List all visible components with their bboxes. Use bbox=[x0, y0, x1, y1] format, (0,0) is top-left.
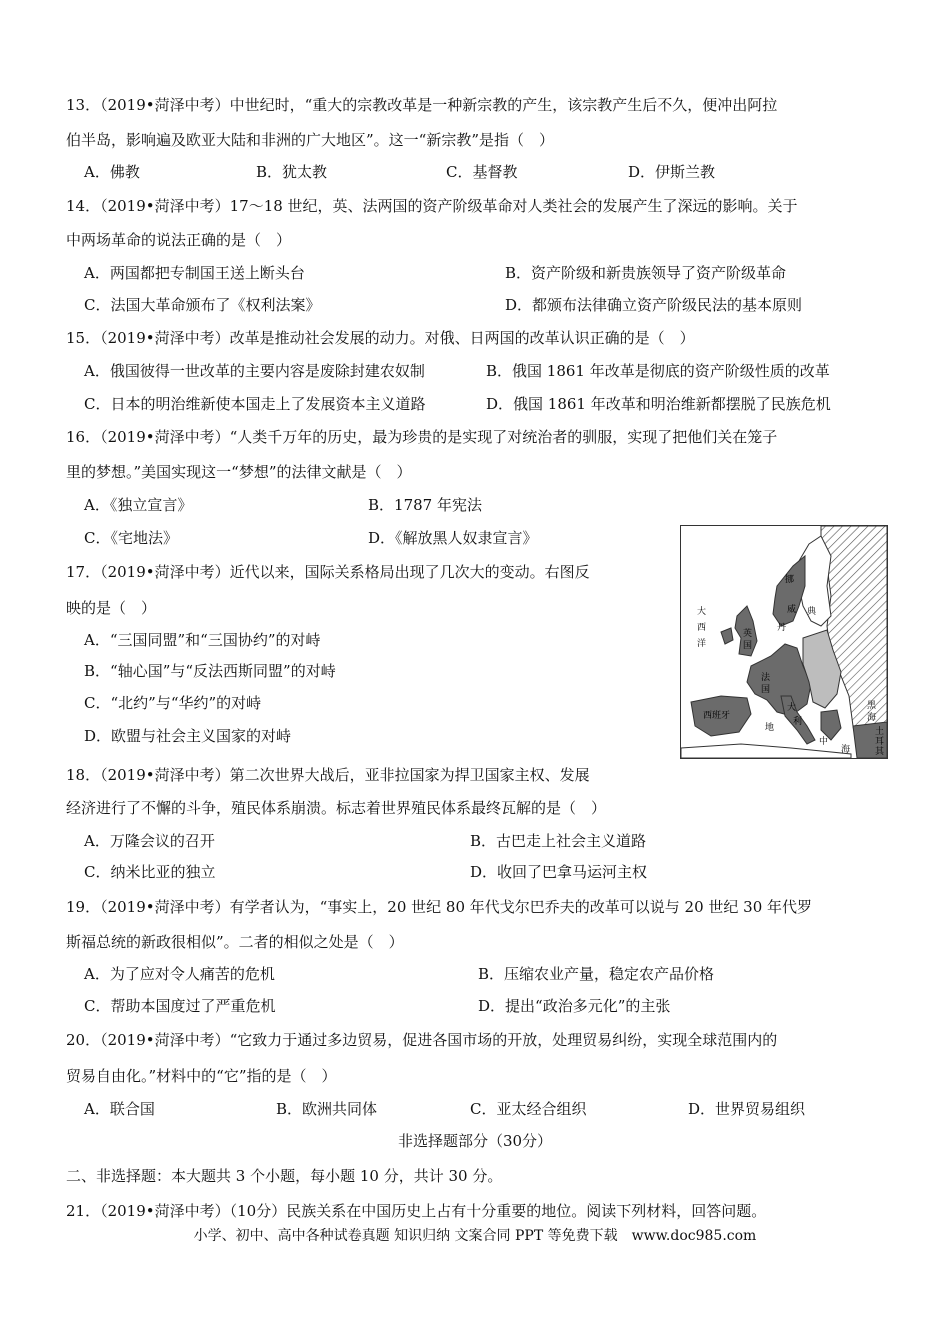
q16-line-1: 16．（2019•菏泽中考）“人类千万年的历史，最为珍贵的是实现了对统治者的驯服，实现了把他们关在笼子 bbox=[66, 428, 778, 446]
q14-option-d: D．都颁布法律确立资产阶级民法的基本原则 bbox=[505, 296, 803, 314]
map-label-atlantic-3: 洋 bbox=[697, 639, 707, 649]
map-label-mediterranean-1: 地 bbox=[765, 723, 775, 733]
q17-option-c: C．“北约”与“华约”的对峙 bbox=[84, 694, 262, 712]
q19-option-a: A．为了应对令人痛苦的危机 bbox=[84, 965, 275, 983]
map-label-denmark: 丹 bbox=[777, 623, 787, 633]
map-label-sweden: 典 bbox=[807, 607, 817, 617]
q20-option-c: C．亚太经合组织 bbox=[470, 1100, 587, 1118]
q15-line-1: 15．（2019•菏泽中考）改革是推动社会发展的动力。对俄、日两国的改革认识正确的是（ ） bbox=[66, 329, 695, 347]
q13-line-2: 伯半岛，影响遍及欧亚大陆和非洲的广大地区”。这一“新宗教”是指（ ） bbox=[66, 131, 555, 149]
q13-option-b: B．犹太教 bbox=[256, 163, 328, 181]
page-footer: 小学、初中、高中各种试卷真题 知识归纳 文案合同 PPT 等免费下载 www.doc985.com bbox=[193, 1228, 757, 1244]
q17-line-2: 映的是（ ） bbox=[66, 599, 157, 617]
q18-option-b: B．古巴走上社会主义道路 bbox=[470, 832, 647, 850]
q15-option-a: A．俄国彼得一世改革的主要内容是废除封建农奴制 bbox=[84, 362, 425, 380]
q19-line-1: 19．（2019•菏泽中考）有学者认为，“事实上，20 世纪 80 年代戈尔巴乔夫的改革可以说与 20 世纪 30 年代罗 bbox=[66, 898, 813, 916]
q20-option-a: A．联合国 bbox=[84, 1100, 155, 1118]
map-label-blacksea-1: 黑 bbox=[867, 701, 877, 711]
q13-option-d: D．伊斯兰教 bbox=[628, 163, 716, 181]
map-label-britain-2: 国 bbox=[743, 641, 753, 651]
map-label-britain-1: 英 bbox=[743, 629, 753, 639]
q19-option-b: B．压缩农业产量，稳定农产品价格 bbox=[478, 965, 715, 983]
norway-region bbox=[773, 556, 805, 626]
ireland-region bbox=[721, 628, 733, 644]
map-label-atlantic-2: 西 bbox=[697, 623, 707, 633]
q18-line-1: 18．（2019•菏泽中考）第二次世界大战后，亚非拉国家为捍卫国家主权、发展 bbox=[66, 766, 590, 784]
map-label-turkey-2: 耳 bbox=[875, 737, 885, 747]
q19-option-c: C．帮助本国度过了严重危机 bbox=[84, 997, 276, 1015]
map-label-turkey-1: 土 bbox=[875, 727, 885, 737]
q20-option-d: D．世界贸易组织 bbox=[688, 1100, 806, 1118]
q20-option-b: B．欧洲共同体 bbox=[276, 1100, 378, 1118]
q15-option-b: B．俄国 1861 年改革是彻底的资产阶级性质的改革 bbox=[486, 362, 830, 380]
q16-option-a: A．《独立宣言》 bbox=[84, 496, 193, 514]
q18-line-2: 经济进行了不懈的斗争，殖民体系崩溃。标志着世界殖民体系最终瓦解的是（ ） bbox=[66, 799, 607, 817]
q16-line-2: 里的梦想。”美国实现这一“梦想”的法律文献是（ ） bbox=[66, 463, 412, 481]
q18-option-d: D．收回了巴拿马运河主权 bbox=[470, 863, 648, 881]
map-label-turkey-3: 其 bbox=[875, 747, 885, 757]
q13-option-c: C．基督教 bbox=[446, 163, 518, 181]
map-label-norway-2: 威 bbox=[787, 605, 797, 615]
section-intro: 二、非选择题：本大题共 3 个小题，每小题 10 分，共计 30 分。 bbox=[66, 1167, 503, 1185]
western-europe-region bbox=[747, 644, 811, 716]
q17-line-1: 17．（2019•菏泽中考）近代以来，国际关系格局出现了几次大的变动。右图反 bbox=[66, 563, 590, 581]
q17-option-a: A．“三国同盟”和“三国协约”的对峙 bbox=[84, 631, 321, 649]
q19-option-d: D．提出“政治多元化”的主张 bbox=[478, 997, 671, 1015]
map-label-italy-2: 利 bbox=[793, 717, 803, 727]
map-label-france-2: 国 bbox=[761, 685, 771, 695]
map-label-mediterranean-2: 中 bbox=[819, 737, 829, 747]
q15-option-d: D．俄国 1861 年改革和明治维新都摆脱了民族危机 bbox=[486, 395, 831, 413]
section-title: 非选择题部分（30分） bbox=[397, 1132, 553, 1150]
q18-option-c: C．纳米比亚的独立 bbox=[84, 863, 216, 881]
q14-line-1: 14．（2019•菏泽中考）17～18 世纪，英、法两国的资产阶级革命对人类社会的发展产生了深远的影响。关于 bbox=[66, 197, 798, 215]
q15-option-c: C．日本的明治维新使本国走上了发展资本主义道路 bbox=[84, 395, 426, 413]
map-label-spain: 西班牙 bbox=[703, 711, 731, 721]
q14-option-a: A．两国都把专制国王送上断头台 bbox=[84, 264, 305, 282]
q14-option-b: B．资产阶级和新贵族领导了资产阶级革命 bbox=[505, 264, 787, 282]
map-label-norway-1: 挪 bbox=[785, 575, 795, 585]
q19-line-2: 斯福总统的新政很相似”。二者的相似之处是（ ） bbox=[66, 933, 404, 951]
europe-map-figure bbox=[680, 525, 888, 759]
q16-option-d: D．《解放黑人奴隶宣言》 bbox=[368, 529, 538, 547]
q17-option-b: B．“轴心国”与“反法西斯同盟”的对峙 bbox=[84, 662, 336, 680]
map-label-italy-1: 大 bbox=[787, 703, 797, 713]
q17-option-d: D．欧盟与社会主义国家的对峙 bbox=[84, 727, 292, 745]
q16-option-b: B．1787 年宪法 bbox=[368, 496, 482, 514]
map-label-mediterranean-3: 海 bbox=[841, 745, 851, 755]
q20-line-2: 贸易自由化。”材料中的“它”指的是（ ） bbox=[66, 1067, 337, 1085]
q16-option-c: C．《宅地法》 bbox=[84, 529, 178, 547]
greece-region bbox=[821, 710, 841, 740]
map-label-atlantic-1: 大 bbox=[697, 607, 707, 617]
q14-line-2: 中两场革命的说法正确的是（ ） bbox=[66, 231, 292, 249]
q18-option-a: A．万隆会议的召开 bbox=[84, 832, 215, 850]
q13-option-a: A．佛教 bbox=[84, 163, 140, 181]
q13-line-1: 13．（2019•菏泽中考）中世纪时，“重大的宗教改革是一种新宗教的产生，该宗教产生后不久，便冲出阿拉 bbox=[66, 96, 778, 114]
map-label-france-1: 法 bbox=[761, 673, 771, 683]
map-label-blacksea-2: 海 bbox=[867, 713, 877, 723]
europe-map bbox=[681, 526, 887, 758]
q20-line-1: 20．（2019•菏泽中考）“它致力于通过多边贸易，促进各国市场的开放，处理贸易纠纷，实现全球范围内的 bbox=[66, 1031, 778, 1049]
q21-line-1: 21．（2019•菏泽中考）（10分）民族关系在中国历史上占有十分重要的地位。阅读下列材料，回答问题。 bbox=[66, 1202, 767, 1220]
q14-option-c: C．法国大革命颁布了《权利法案》 bbox=[84, 296, 321, 314]
